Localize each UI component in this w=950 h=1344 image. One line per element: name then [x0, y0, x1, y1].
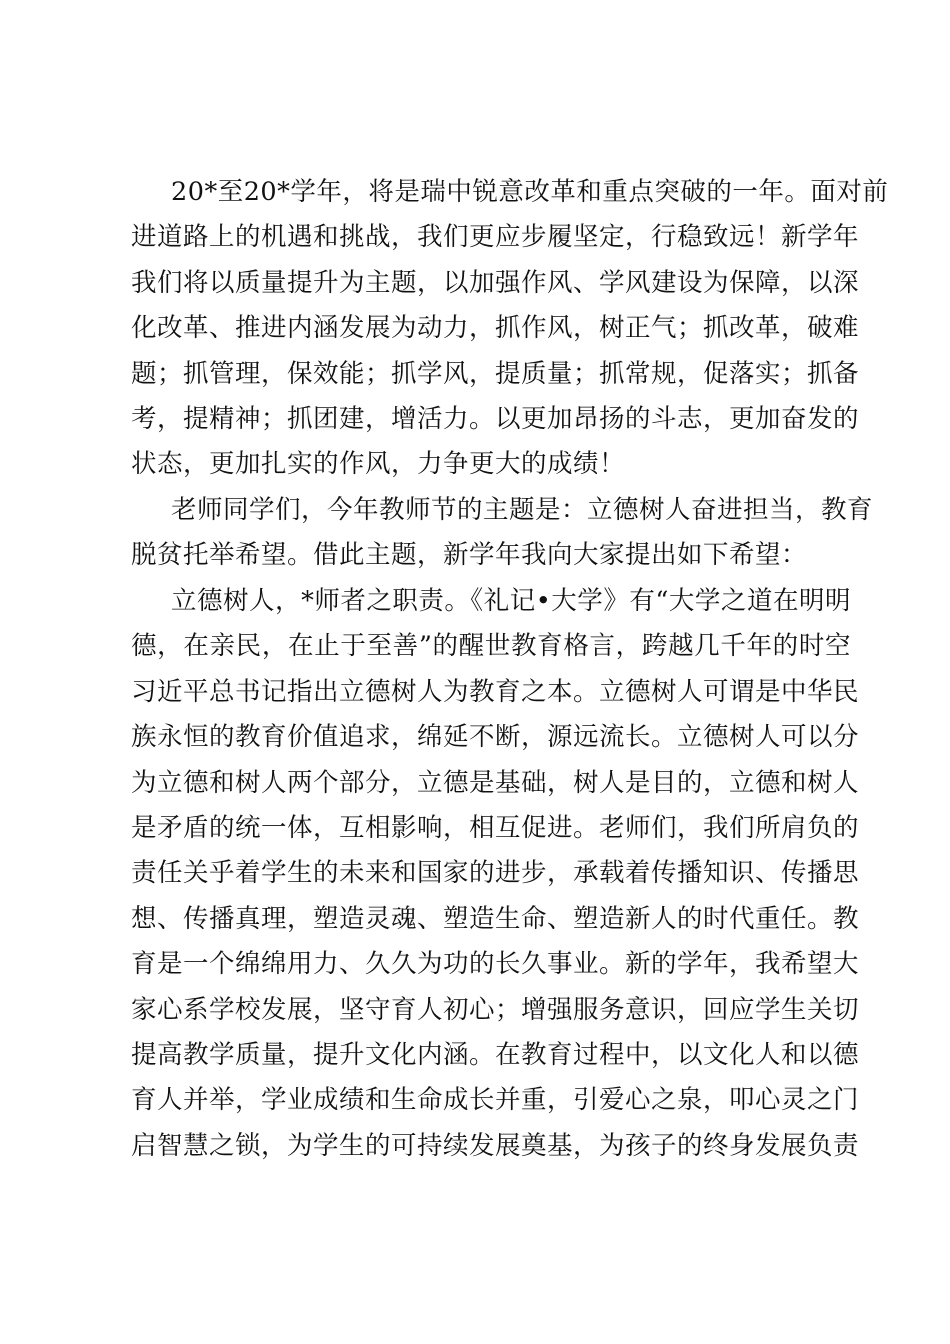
paragraph-moral-education: [131, 579, 860, 1169]
paragraph-line: 族永恒的教育价值追求，绵延不断，源远流长。立德树人可以分: [131, 722, 860, 753]
paragraph-line: 习近平总书记指出立德树人为教育之本。立德树人可谓是中华民: [131, 676, 860, 707]
paragraph-line: 考，提精神；抓团建，增活力。以更加昂扬的斗志，更加奋发的: [131, 403, 860, 434]
paragraph-line: 启智慧之锁，为学生的可持续发展奠基，为孩子的终身发展负责: [131, 1130, 860, 1161]
paragraph-line: 状态，更加扎实的作风，力争更大的成绩！: [131, 449, 626, 480]
paragraph-new-school-year: [131, 170, 889, 488]
paragraph-line: 家心系学校发展，坚守育人初心；增强服务意识，回应学生关切: [131, 994, 860, 1025]
paragraph-line: 老师同学们，今年教师节的主题是：立德树人奋进担当，教育: [171, 495, 874, 525]
paragraph-line: 育是一个绵绵用力、久久为功的长久事业。新的学年，我希望大: [131, 949, 860, 980]
paragraph-line: 育人并举，学业成绩和生命成长并重，引爱心之泉，叩心灵之门: [131, 1085, 860, 1116]
paragraph-line: 为立德和树人两个部分，立德是基础，树人是目的，立德和树人: [131, 767, 860, 798]
paragraph-line: 立德树人，*师者之职责。《礼记•大学》有“大学之道在明明: [171, 586, 851, 616]
paragraph-line: 脱贫托举希望。借此主题，新学年我向大家提出如下希望：: [131, 540, 808, 571]
paragraph-line: 是矛盾的统一体，互相影响，相互促进。老师们，我们所肩负的: [131, 812, 860, 843]
paragraph-line: 我们将以质量提升为主题，以加强作风、学风建设为保障，以深: [131, 267, 860, 298]
paragraph-teachers-day-theme: [131, 488, 874, 579]
paragraph-line: 进道路上的机遇和挑战，我们更应步履坚定，行稳致远！新学年: [131, 222, 860, 253]
paragraph-line: 题；抓管理，保效能；抓学风，提质量；抓常规，促落实；抓备: [131, 358, 860, 389]
paragraph-line: 德，在亲民，在止于至善”的醒世教育格言，跨越几千年的时空: [131, 631, 851, 662]
paragraph-line: 化改革、推进内涵发展为动力，抓作风，树正气；抓改革，破难: [131, 313, 860, 344]
paragraph-line: 想、传播真理，塑造灵魂、塑造生命、塑造新人的时代重任。教: [131, 903, 860, 934]
paragraph-line: 20*至20*学年，将是瑞中锐意改革和重点突破的一年。面对前: [171, 177, 889, 207]
paragraph-line: 责任关乎着学生的未来和国家的进步，承载着传播知识、传播思: [131, 858, 860, 889]
paragraph-line: 提高教学质量，提升文化内涵。在教育过程中，以文化人和以德: [131, 1039, 860, 1070]
